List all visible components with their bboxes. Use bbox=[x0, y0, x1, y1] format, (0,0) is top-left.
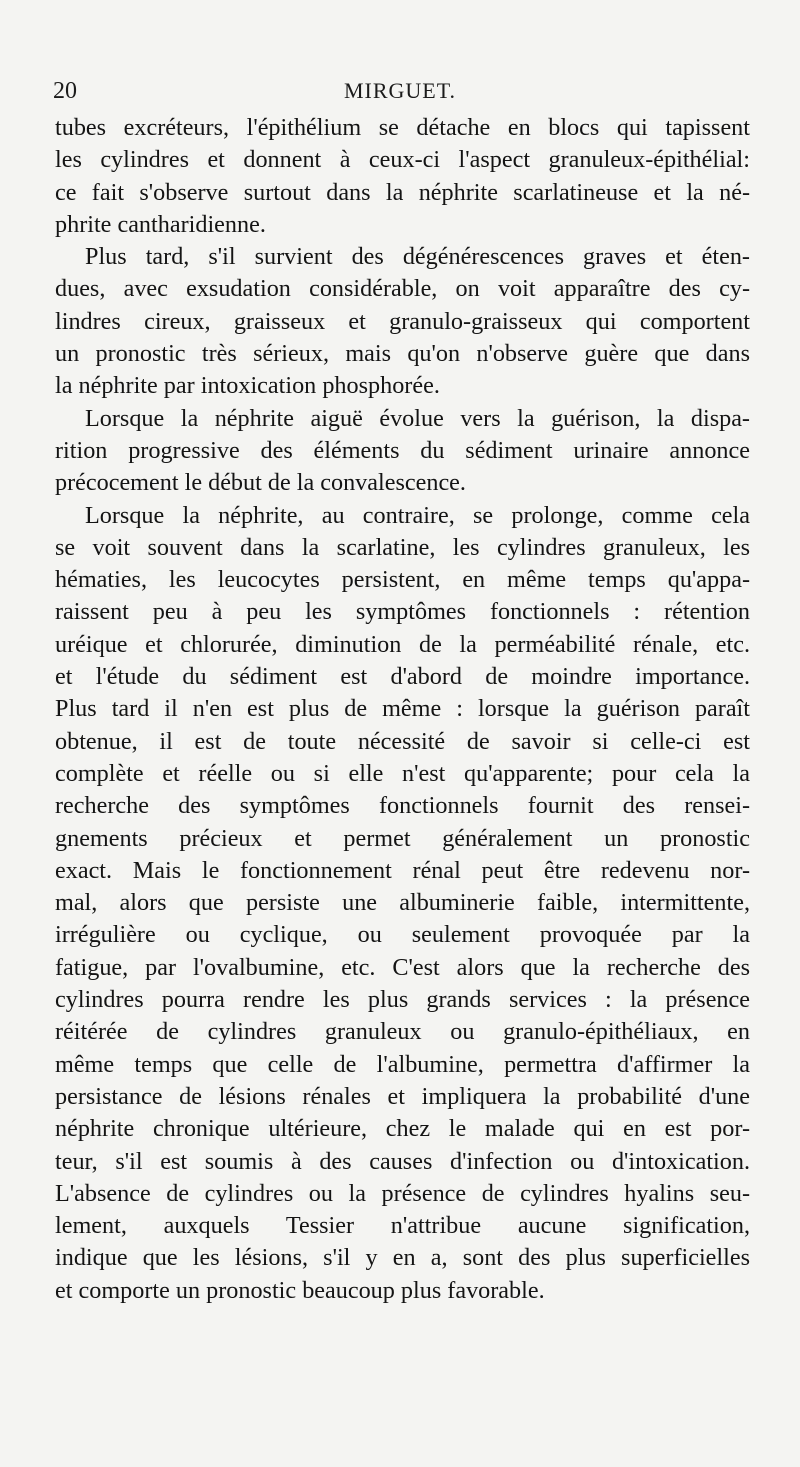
paragraph bbox=[55, 241, 750, 402]
text-line: la néphrite par intoxication phosphorée. bbox=[55, 372, 440, 400]
text-line: phrite cantharidienne. bbox=[55, 210, 266, 238]
text-line: L'absence de cylindres ou la présence de cylindres hyalins seu- bbox=[55, 1179, 750, 1207]
text-line: dues, avec exsudation considérable, on voit apparaître des cy- bbox=[55, 275, 750, 303]
text-line: lindres cireux, graisseux et granulo-graisseux qui comportent bbox=[55, 307, 750, 335]
text-line: obtenue, il est de toute nécessité de savoir si celle-ci est bbox=[55, 727, 750, 755]
text-line: réitérée de cylindres granuleux ou granulo-épithéliaux, en bbox=[55, 1018, 750, 1046]
text-line: se voit souvent dans la scarlatine, les cylindres granuleux, les bbox=[55, 533, 750, 561]
text-line: tubes excréteurs, l'épithélium se détache en blocs qui tapissent bbox=[55, 114, 750, 141]
paragraph bbox=[55, 112, 750, 241]
text-line: lement, auxquels Tessier n'attribue aucune signification, bbox=[55, 1212, 750, 1240]
text-line: gnements précieux et permet généralement un pronostic bbox=[55, 824, 750, 852]
text-line: irrégulière ou cyclique, ou seulement provoquée par la bbox=[55, 921, 750, 949]
text-line: recherche des symptômes fonctionnels fournit des rensei- bbox=[55, 792, 750, 820]
text-line: fatigue, par l'ovalbumine, etc. C'est alors que la recherche des bbox=[55, 953, 750, 981]
text-line: hématies, les leucocytes persistent, en même temps qu'appa- bbox=[55, 566, 750, 594]
page-header bbox=[53, 78, 753, 106]
paragraph bbox=[55, 403, 750, 500]
text-line: néphrite chronique ultérieure, chez le malade qui en est por- bbox=[55, 1115, 750, 1143]
text-line: rition progressive des éléments du sédiment urinaire annonce bbox=[55, 436, 750, 464]
text-line: teur, s'il est soumis à des causes d'infection ou d'intoxication. bbox=[55, 1147, 750, 1175]
page-number: 20 bbox=[53, 78, 77, 104]
paragraph bbox=[55, 500, 750, 1307]
text-line: exact. Mais le fonctionnement rénal peut être redevenu nor- bbox=[55, 856, 750, 884]
body-text bbox=[55, 112, 750, 1307]
text-line: indique que les lésions, s'il y en a, sont des plus superficielles bbox=[55, 1244, 750, 1272]
text-line: ce fait s'observe surtout dans la néphrite scarlatineuse et la né- bbox=[55, 178, 750, 206]
text-line: Plus tard, s'il survient des dégénérescences graves et éten- bbox=[85, 243, 750, 271]
text-line: Lorsque la néphrite aiguë évolue vers la guérison, la dispa- bbox=[85, 404, 750, 432]
running-head: MIRGUET. bbox=[343, 78, 457, 103]
text-line: Lorsque la néphrite, au contraire, se prolonge, comme cela bbox=[85, 501, 750, 529]
text-line: mal, alors que persiste une albuminerie faible, intermittente, bbox=[55, 889, 750, 917]
text-line: Plus tard il n'en est plus de même : lorsque la guérison paraît bbox=[55, 695, 750, 723]
text-line: et l'étude du sédiment est d'abord de moindre importance. bbox=[55, 663, 750, 691]
text-line: cylindres pourra rendre les plus grands services : la présence bbox=[55, 986, 750, 1014]
text-line: et comporte un pronostic beaucoup plus favorable. bbox=[55, 1276, 545, 1304]
text-line: un pronostic très sérieux, mais qu'on n'observe guère que dans bbox=[55, 340, 750, 368]
text-line: uréique et chlorurée, diminution de la perméabilité rénale, etc. bbox=[55, 630, 750, 658]
text-line: précocement le début de la convalescence. bbox=[55, 469, 466, 497]
text-line: persistance de lésions rénales et impliquera la probabilité d'une bbox=[55, 1082, 750, 1110]
text-line: même temps que celle de l'albumine, permettra d'affirmer la bbox=[55, 1050, 750, 1078]
text-line: raissent peu à peu les symptômes fonctionnels : rétention bbox=[55, 598, 750, 626]
text-line: complète et réelle ou si elle n'est qu'apparente; pour cela la bbox=[55, 759, 750, 787]
text-line: les cylindres et donnent à ceux-ci l'aspect granuleux-épithélial: bbox=[55, 146, 750, 174]
